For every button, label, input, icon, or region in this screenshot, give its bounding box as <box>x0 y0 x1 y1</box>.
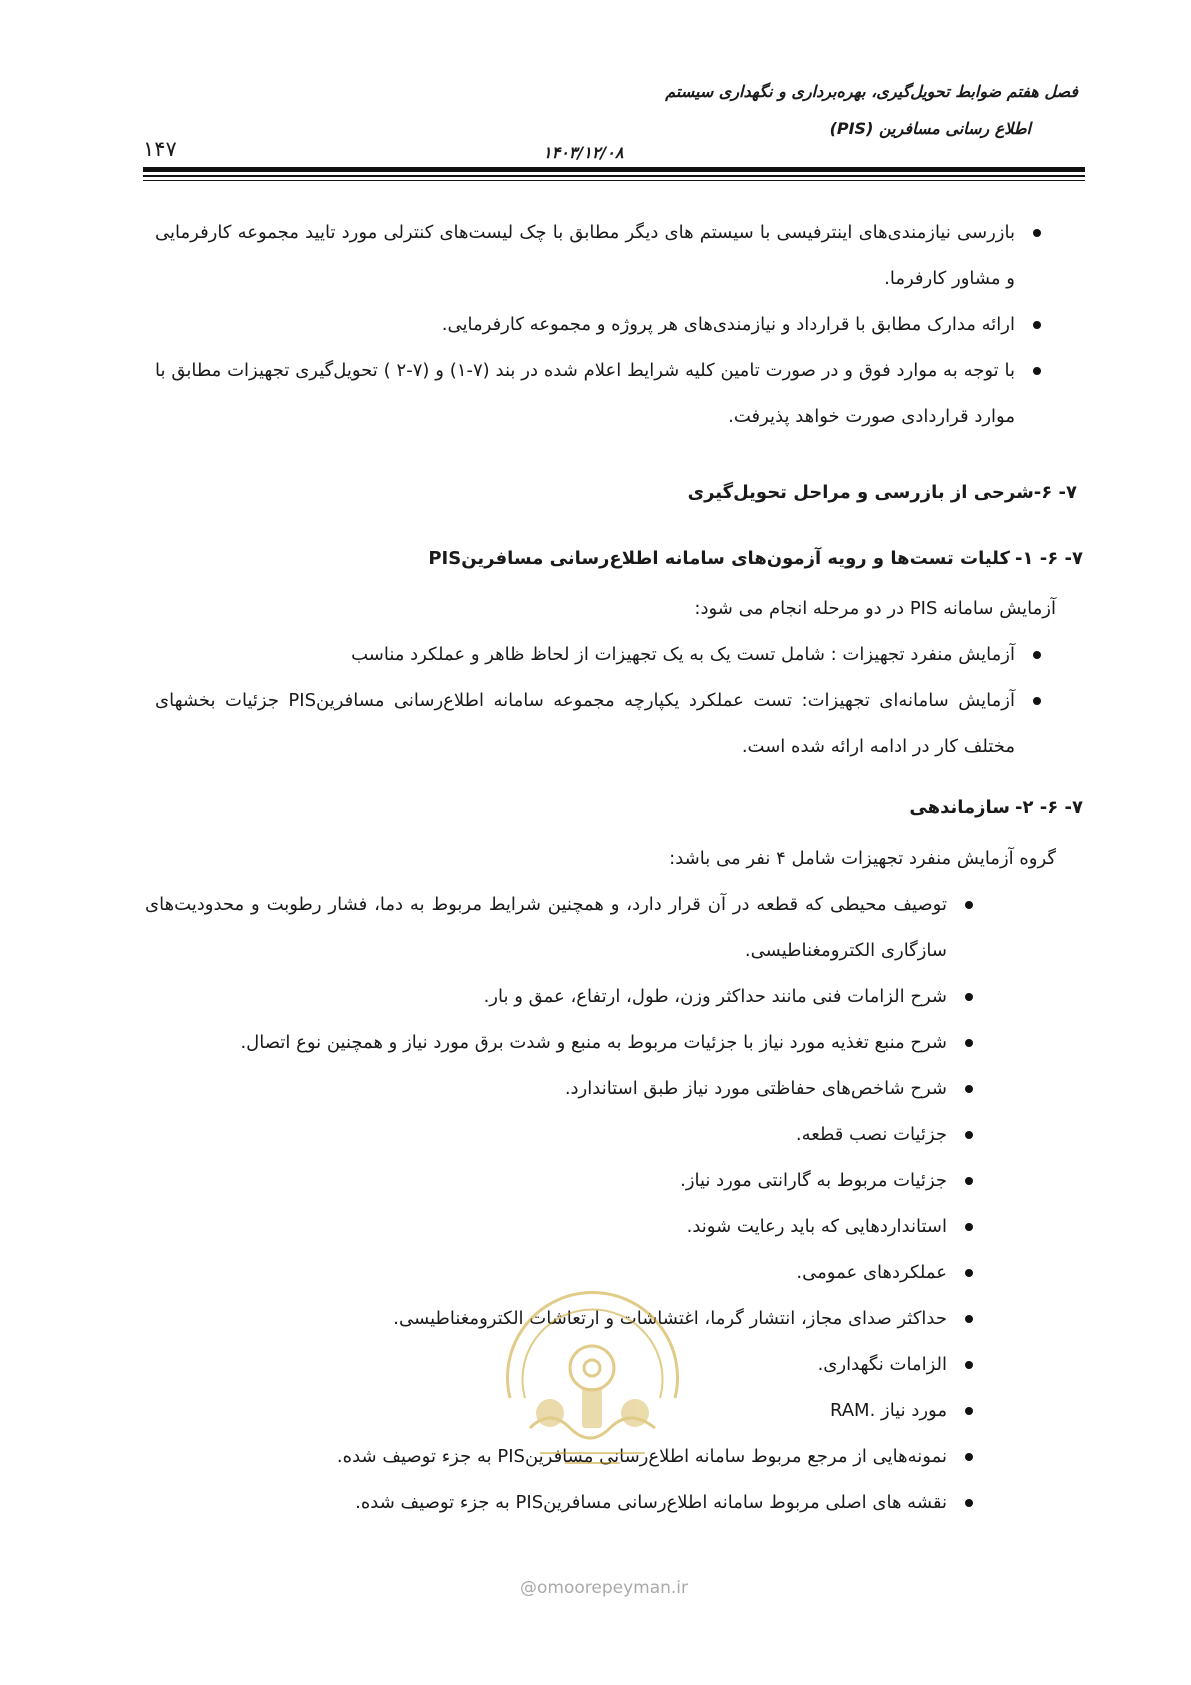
document-date: ۱۴۰۳/۱۲/۰۸ <box>543 143 624 162</box>
header-rule-thin <box>143 180 1085 181</box>
subsection-number: ۷- ۶- ۲- <box>1015 797 1083 818</box>
bullet-icon <box>965 1407 973 1415</box>
watermark-seal-icon <box>470 1248 715 1508</box>
bullet-icon <box>965 1085 973 1093</box>
subsection-number: ۷- ۶- ۱- <box>1015 548 1083 569</box>
bullet-icon <box>1033 367 1041 375</box>
list-item: آزمایش سامانه‌ای تجهیزات: تست عملکرد یکپارچه مجموعه سامانه اطلاع‌رسانی مسافرینPIS جزئیات بخشهای مختلف کار در ادامه ارائه شده است. <box>155 678 1015 770</box>
list-item: بازرسی نیازمندی‌های اینترفیسی با سیستم های دیگر مطابق با چک لیست‌های کنترلی مورد تایید مجموعه کارفرمایی و مشاور کارفرما. <box>155 210 1015 302</box>
header-rule-thick <box>143 167 1085 172</box>
bullet-icon <box>965 1453 973 1461</box>
bullet-icon <box>1033 697 1041 705</box>
subsection-title: کلیات تست‌ها و رویه آزمون‌های سامانه اطلاع‌رسانی مسافرینPIS <box>428 548 1010 569</box>
section-heading: ۷- ۶-شرحی از بازرسی و مراحل تحویل‌گیری <box>687 482 1077 503</box>
bullet-icon <box>965 1177 973 1185</box>
bullet-icon <box>965 901 973 909</box>
list-item: عملکردهای عمومی. <box>87 1250 947 1296</box>
header-rule-middle <box>143 175 1085 177</box>
list-item: شرح شاخص‌های حفاظتی مورد نیاز طبق استاندارد. <box>87 1066 947 1112</box>
list-item: حداکثر صدای مجاز، انتشار گرما، اغتشاشات و ارتعاشات الکترومغناطیسی. <box>87 1296 947 1342</box>
list-item: ارائه مدارک مطابق با قرارداد و نیازمندی‌های هر پروژه و مجموعه کارفرمایی. <box>155 302 1015 348</box>
list-item: با توجه به موارد فوق و در صورت تامین کلیه شرایط اعلام شده در بند (۷-۱) و (۷-۲ ) تحویل‌گیری تجهیزات مطابق با موارد قراردادی صورت خواهد پذیرفت. <box>155 348 1015 440</box>
chapter-title: فصل هفتم ضوابط تحویل‌گیری، بهره‌برداری و نگهداری سیستم <box>665 82 1078 101</box>
page-number: ۱۴۷ <box>143 137 177 161</box>
list-item: توصیف محیطی که قطعه در آن قرار دارد، و همچنین شرایط مربوط به دما، فشار رطوبت و محدودیت‌های سازگاری الکترومغناطیسی. <box>145 882 947 974</box>
list-item: شرح الزامات فنی مانند حداکثر وزن، طول، ارتفاع، عمق و بار. <box>87 974 947 1020</box>
bullet-icon <box>965 993 973 1001</box>
list-item: نقشه های اصلی مربوط سامانه اطلاع‌رسانی مسافرینPIS به جزء توصیف شده. <box>87 1480 947 1526</box>
bullet-icon <box>965 1223 973 1231</box>
list-item: مورد نیاز .RAM <box>87 1388 947 1434</box>
bullet-icon <box>965 1499 973 1507</box>
list-item: جزئیات مربوط به گارانتی مورد نیاز. <box>87 1158 947 1204</box>
subsection-intro: گروه آزمایش منفرد تجهیزات شامل ۴ نفر می باشد: <box>669 848 1056 869</box>
subsection-intro: آزمایش سامانه PIS در دو مرحله انجام می شود: <box>694 598 1056 619</box>
bullet-icon <box>965 1315 973 1323</box>
bullet-icon <box>965 1361 973 1369</box>
list-item: آزمایش منفرد تجهیزات : شامل تست یک به یک تجهیزات از لحاظ ظاهر و عملکرد مناسب <box>155 632 1015 678</box>
bullet-icon <box>1033 321 1041 329</box>
list-item: استانداردهایی که باید رعایت شوند. <box>87 1204 947 1250</box>
list-item: نمونه‌هایی از مرجع مربوط سامانه اطلاع‌رسانی مسافرینPIS به جزء توصیف شده. <box>87 1434 947 1480</box>
list-item: جزئیات نصب قطعه. <box>87 1112 947 1158</box>
list-item: الزامات نگهداری. <box>87 1342 947 1388</box>
bullet-icon <box>965 1131 973 1139</box>
system-title: اطلاع رسانی مسافرین (PIS) <box>829 119 1031 138</box>
bullet-icon <box>965 1269 973 1277</box>
bullet-icon <box>1033 229 1041 237</box>
watermark-site: @omoorepeyman.ir <box>520 1578 689 1598</box>
bullet-icon <box>1033 651 1041 659</box>
bullet-icon <box>965 1039 973 1047</box>
list-item: شرح منبع تغذیه مورد نیاز با جزئیات مربوط به منبع و شدت برق مورد نیاز و همچنین نوع اتصال. <box>87 1020 947 1066</box>
subsection-title: سازماندهی <box>909 797 1010 818</box>
